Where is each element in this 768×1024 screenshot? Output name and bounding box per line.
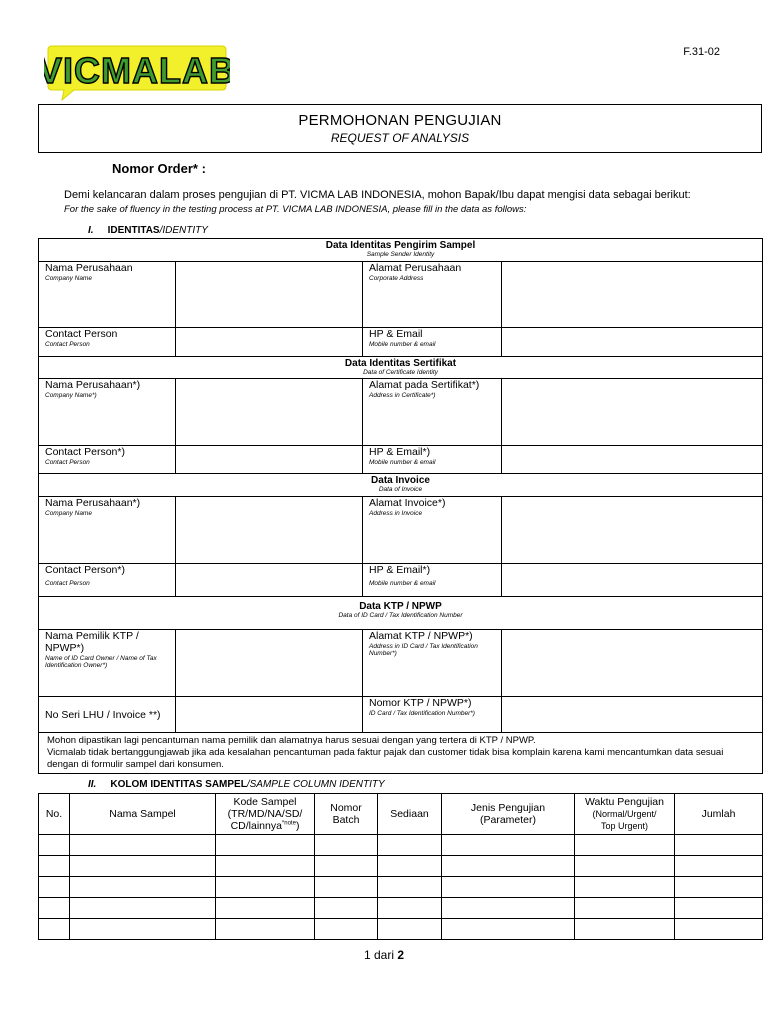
sender-company-field[interactable] — [176, 262, 363, 328]
cell[interactable] — [378, 877, 442, 898]
section-label: IDENTITAS — [107, 225, 160, 236]
cell[interactable] — [675, 919, 763, 940]
vicmalab-logo — [44, 44, 230, 102]
cell[interactable] — [39, 919, 70, 940]
ktp-owner-field[interactable] — [176, 630, 363, 697]
certificate-address-label: Alamat pada Sertifikat*) Address in Certificate*) — [363, 379, 502, 446]
col-nama-sampel: Nama Sampel — [70, 794, 216, 835]
section-sample-heading — [88, 779, 385, 790]
cell[interactable] — [216, 835, 315, 856]
table-row — [39, 630, 763, 697]
cell[interactable] — [575, 877, 675, 898]
col-no: No. — [39, 794, 70, 835]
table-row — [39, 379, 763, 446]
col-sediaan: Sediaan — [378, 794, 442, 835]
invoice-company-field[interactable] — [176, 497, 363, 564]
section-numeral: I. — [88, 225, 94, 236]
cell[interactable] — [216, 877, 315, 898]
sender-hp-field[interactable] — [502, 328, 763, 357]
sender-company-label: Nama Perusahaan Company Name — [39, 262, 176, 328]
table-row — [39, 262, 763, 328]
sample-table — [38, 793, 763, 940]
intro-text: Demi kelancaran dalam proses pengujian di PT. VICMA LAB INDONESIA, mohon Bapak/Ibu dapat mengisi data sebagai berikut: — [64, 189, 691, 201]
invoice-contact-label: Contact Person*) Contact Person — [39, 564, 176, 597]
cell[interactable] — [675, 856, 763, 877]
table-row — [39, 564, 763, 597]
cell[interactable] — [315, 919, 378, 940]
cell[interactable] — [575, 919, 675, 940]
cell[interactable] — [315, 877, 378, 898]
table-row — [39, 835, 763, 856]
sender-address-field[interactable] — [502, 262, 763, 328]
col-kode-sampel: Kode Sampel (TR/MD/NA/SD/ CD/lainnya$^{*note}$) — [216, 794, 315, 835]
cell[interactable] — [442, 856, 575, 877]
logo-text: VICMALAB — [44, 50, 230, 91]
table-row — [39, 597, 763, 630]
table-row — [39, 239, 763, 262]
cell[interactable] — [216, 856, 315, 877]
lhu-label: No Seri LHU / Invoice **) — [39, 697, 176, 733]
page-title: PERMOHONAN PENGUJIAN — [298, 112, 502, 129]
table-row — [39, 357, 763, 379]
invoice-hp-label: HP & Email*) Mobile number & email — [363, 564, 502, 597]
section-label-en: /IDENTITY — [159, 225, 208, 236]
cell[interactable] — [378, 856, 442, 877]
ktp-header: Data KTP / NPWP Data of ID Card / Tax Identification Number — [39, 597, 763, 630]
cell[interactable] — [216, 898, 315, 919]
cell[interactable] — [378, 835, 442, 856]
ktp-number-field[interactable] — [502, 697, 763, 733]
title-box — [38, 104, 762, 153]
certificate-address-field[interactable] — [502, 379, 763, 446]
table-header-row — [39, 794, 763, 835]
table-row — [39, 898, 763, 919]
invoice-hp-field[interactable] — [502, 564, 763, 597]
order-number-label: Nomor Order* : — [112, 161, 206, 176]
sender-contact-field[interactable] — [176, 328, 363, 357]
cell[interactable] — [39, 835, 70, 856]
cell[interactable] — [70, 898, 216, 919]
cell[interactable] — [675, 877, 763, 898]
table-row — [39, 919, 763, 940]
certificate-hp-label: HP & Email*) Mobile number & email — [363, 446, 502, 474]
ktp-owner-label: Nama Pemilik KTP / NPWP*) Name of ID Card Owner / Name of Tax Identification Owner*) — [39, 630, 176, 697]
cell[interactable] — [70, 877, 216, 898]
table-row — [39, 697, 763, 733]
cell[interactable] — [378, 898, 442, 919]
table-row — [39, 856, 763, 877]
invoice-address-field[interactable] — [502, 497, 763, 564]
page-subtitle: REQUEST OF ANALYSIS — [330, 131, 470, 145]
cell[interactable] — [575, 856, 675, 877]
intro-text-en: For the sake of fluency in the testing process at PT. VICMA LAB INDONESIA, please fill in the data as follows: — [64, 204, 527, 215]
cell[interactable] — [378, 919, 442, 940]
lhu-field[interactable] — [176, 697, 363, 733]
ktp-number-label: Nomor KTP / NPWP*) ID Card / Tax Identification Number*) — [363, 697, 502, 733]
cell[interactable] — [70, 835, 216, 856]
identity-table — [38, 238, 763, 774]
invoice-header: Data Invoice Data of Invoice — [39, 474, 763, 497]
invoice-company-label: Nama Perusahaan*) Company Name — [39, 497, 176, 564]
certificate-company-field[interactable] — [176, 379, 363, 446]
cell[interactable] — [315, 835, 378, 856]
cell[interactable] — [575, 835, 675, 856]
sender-address-label: Alamat Perusahaan Corporate Address — [363, 262, 502, 328]
sender-header: Data Identitas Pengirim Sampel Sample Sender Identity — [39, 239, 763, 262]
cell[interactable] — [442, 898, 575, 919]
cell[interactable] — [39, 898, 70, 919]
section-label: KOLOM IDENTITAS SAMPEL — [110, 779, 247, 790]
section-label-en: /SAMPLE COLUMN IDENTITY — [246, 779, 385, 790]
cell[interactable] — [442, 835, 575, 856]
table-row — [39, 877, 763, 898]
table-row — [39, 497, 763, 564]
ktp-address-field[interactable] — [502, 630, 763, 697]
cell[interactable] — [675, 835, 763, 856]
form-code: F.31-02 — [683, 46, 720, 58]
invoice-contact-field[interactable] — [176, 564, 363, 597]
cell[interactable] — [442, 877, 575, 898]
table-row — [39, 474, 763, 497]
col-jenis-pengujian: Jenis Pengujian (Parameter) — [442, 794, 575, 835]
certificate-contact-field[interactable] — [176, 446, 363, 474]
cell[interactable] — [39, 877, 70, 898]
sender-hp-label: HP & Email Mobile number & email — [363, 328, 502, 357]
col-nomor-batch: Nomor Batch — [315, 794, 378, 835]
certificate-company-label: Nama Perusahaan*) Company Name*) — [39, 379, 176, 446]
section-identity-heading — [88, 225, 208, 236]
invoice-address-label: Alamat Invoice*) Address in Invoice — [363, 497, 502, 564]
table-row — [39, 446, 763, 474]
cell[interactable] — [39, 856, 70, 877]
col-waktu-pengujian: Waktu Pengujian (Normal/Urgent/ Top Urgent) — [575, 794, 675, 835]
cell[interactable] — [575, 898, 675, 919]
cell[interactable] — [216, 919, 315, 940]
cell[interactable] — [315, 898, 378, 919]
ktp-address-label: Alamat KTP / NPWP*) Address in ID Card / Tax Identification Number*) — [363, 630, 502, 697]
ktp-note: Mohon dipastikan lagi pencantuman nama pemilik dan alamatnya harus sesuai dengan yang tertera di KTP / NPWP. Vicmalab tidak bertanggungjawab jika ada kesalahan pencantuman pada faktur pajak dan customer tidak bisa komplain karena kami mencantumkan data sesuai dengan di formulir sampel dari konsumen. — [39, 733, 763, 774]
cell[interactable] — [315, 856, 378, 877]
cell[interactable] — [675, 898, 763, 919]
cell[interactable] — [70, 856, 216, 877]
certificate-contact-label: Contact Person*) Contact Person — [39, 446, 176, 474]
cell[interactable] — [70, 919, 216, 940]
table-row — [39, 733, 763, 774]
col-jumlah: Jumlah — [675, 794, 763, 835]
section-numeral: II. — [88, 779, 97, 790]
certificate-header: Data Identitas Sertifikat Data of Certificate Identity — [39, 357, 763, 379]
sender-contact-label: Contact Person Contact Person — [39, 328, 176, 357]
certificate-hp-field[interactable] — [502, 446, 763, 474]
table-row — [39, 328, 763, 357]
cell[interactable] — [442, 919, 575, 940]
page-number: 1 dari 2 — [363, 948, 405, 962]
